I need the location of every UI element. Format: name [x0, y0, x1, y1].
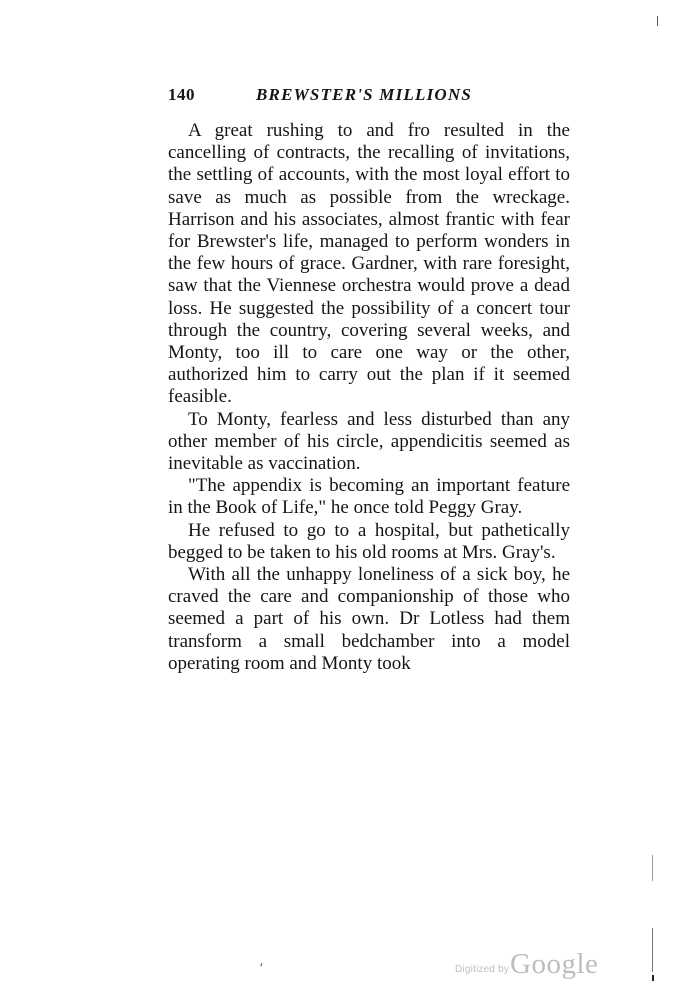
scan-artifact: [652, 855, 653, 881]
paragraph: He refused to go to a hospital, but pathetically begged to be taken to his old rooms at Mrs. Gray's.: [168, 519, 570, 563]
page-header: [168, 85, 548, 109]
google-watermark: [450, 948, 610, 982]
digitized-by-label: Digitized by: [455, 964, 510, 975]
scan-artifact: [652, 975, 654, 981]
body-text: [168, 120, 570, 675]
paragraph: To Monty, fearless and less disturbed than any other member of his circle, appendicitis seemed as inevitable as vaccination.: [168, 408, 570, 475]
footer-mark: ′: [260, 960, 263, 975]
running-title: BREWSTER'S MILLIONS: [256, 85, 473, 104]
paragraph: With all the unhappy loneliness of a sick boy, he craved the care and companionship of those who seemed a part of his own. Dr Lotless had them transform a small bedchamber into a model operating room and Monty took: [168, 564, 570, 674]
page-number: 140: [168, 85, 195, 104]
scan-artifact: [652, 928, 653, 972]
paragraph: "The appendix is becoming an important feature in the Book of Life," he once told Peggy Gray.: [168, 475, 570, 519]
paragraph: A great rushing to and fro resulted in the cancelling of contracts, the recalling of invitations, the settling of accounts, with the most loyal effort to save as much as possible from the wreckage. Harrison and his associates, almost frantic with fear for Brewster's life, managed to perform wonders in the few hours of grace. Gardner, with rare foresight, saw that the Viennese orchestra would prove a dead loss. He suggested the possibility of a concert tour through the country, covering several weeks, and Monty, too ill to care one way or the other, authorized him to carry out the plan if it seemed feasible.: [168, 120, 570, 408]
google-logo: Google: [510, 948, 599, 980]
scan-artifact: [657, 16, 658, 26]
